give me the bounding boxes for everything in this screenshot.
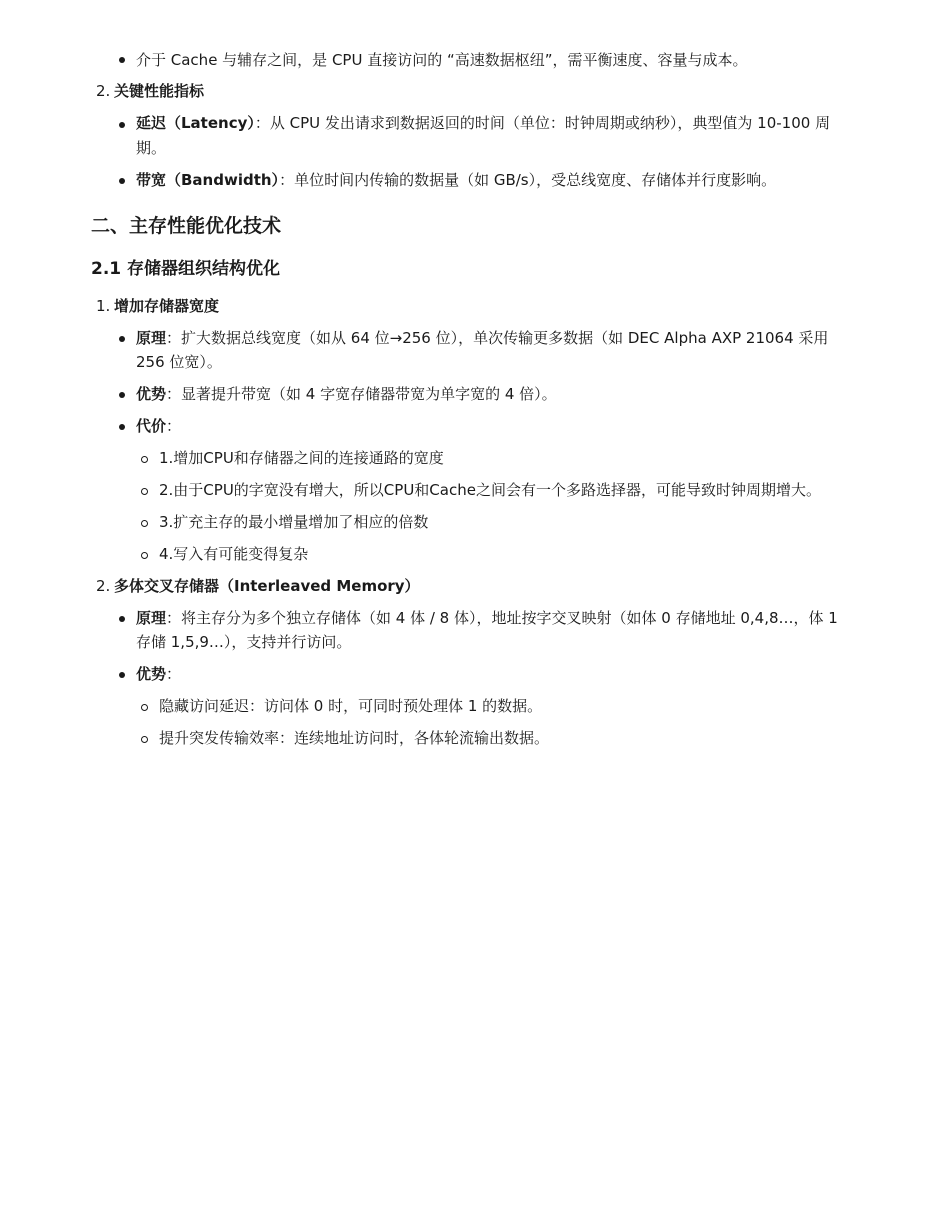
circle-bullet-icon — [141, 704, 148, 711]
list-item-title: 关键性能指标 — [114, 82, 205, 100]
bullet-icon — [119, 424, 125, 430]
cost-subitem: 2.由于CPU的字宽没有增大，所以CPU和Cache之间会有一个多路选择器，可能导致时钟周期增大。 — [159, 481, 821, 499]
advantage-label: 优势 — [136, 665, 167, 683]
principle-line-2: 256 位宽）。 — [136, 353, 222, 371]
bullet-icon — [119, 178, 125, 184]
latency-label: 延迟（Latency） — [136, 114, 255, 132]
bandwidth-label: 带宽（Bandwidth） — [136, 171, 280, 189]
cost-subitem: 3.扩充主存的最小增量增加了相应的倍数 — [159, 513, 429, 531]
advantage-line: 优势：显著提升带宽（如 4 字宽存储器带宽为单字宽的 4 倍）。 — [136, 385, 557, 403]
advantage-line: 优势： — [136, 665, 182, 683]
latency-line-2: 期。 — [136, 139, 167, 157]
cost-line: 代价： — [136, 417, 182, 435]
circle-bullet-icon — [141, 552, 148, 559]
principle-label: 原理 — [136, 329, 167, 347]
bandwidth-line: 带宽（Bandwidth）：单位时间内传输的数据量（如 GB/s），受总线宽度、存储体并行度影响。 — [136, 171, 777, 189]
circle-bullet-icon — [141, 456, 148, 463]
sub-heading: 2.1 存储器组织结构优化 — [91, 259, 281, 279]
cost-subitem: 1.增加CPU和存储器之间的连接通路的宽度 — [159, 449, 444, 467]
bullet-icon — [119, 57, 125, 63]
bullet-icon — [119, 336, 125, 342]
circle-bullet-icon — [141, 736, 148, 743]
principle-line-1: 原理：扩大数据总线宽度（如从 64 位→256 位），单次传输更多数据（如 DEC Alpha AXP 21064 采用 — [136, 329, 829, 347]
bullet-icon — [119, 616, 125, 622]
intro-bullet-text: 介于 Cache 与辅存之间，是 CPU 直接访问的 “高速数据枢纽”，需平衡速度、容量与成本。 — [136, 51, 748, 69]
list-item-title: 多体交叉存储器（Interleaved Memory） — [114, 577, 420, 595]
list-number: 2. — [96, 82, 111, 100]
circle-bullet-icon — [141, 488, 148, 495]
advantage-subitem: 隐藏访问延迟：访问体 0 时，可同时预处理体 1 的数据。 — [159, 697, 543, 715]
bullet-icon — [119, 672, 125, 678]
bullet-icon — [119, 392, 125, 398]
circle-bullet-icon — [141, 520, 148, 527]
bullet-icon — [119, 122, 125, 128]
advantage-subitem: 提升突发传输效率：连续地址访问时，各体轮流输出数据。 — [159, 729, 550, 747]
list-number: 2. — [96, 577, 111, 595]
cost-label: 代价 — [136, 417, 167, 435]
advantage-label: 优势 — [136, 385, 167, 403]
principle-line-2: 存储 1,5,9…），支持并行访问。 — [136, 633, 352, 651]
principle-label: 原理 — [136, 609, 167, 627]
principle-line-1: 原理：将主存分为多个独立存储体（如 4 体 / 8 体），地址按字交叉映射（如体 0 存储地址 0,4,8…，体 1 — [136, 609, 838, 627]
list-item-title: 增加存储器宽度 — [114, 297, 220, 315]
section-heading: 二、主存性能优化技术 — [91, 215, 282, 237]
latency-line-1: 延迟（Latency）：从 CPU 发出请求到数据返回的时间（单位：时钟周期或纳秒），典型值为 10-100 周 — [136, 114, 831, 132]
list-number: 1. — [96, 297, 111, 315]
cost-subitem: 4.写入有可能变得复杂 — [159, 545, 309, 563]
